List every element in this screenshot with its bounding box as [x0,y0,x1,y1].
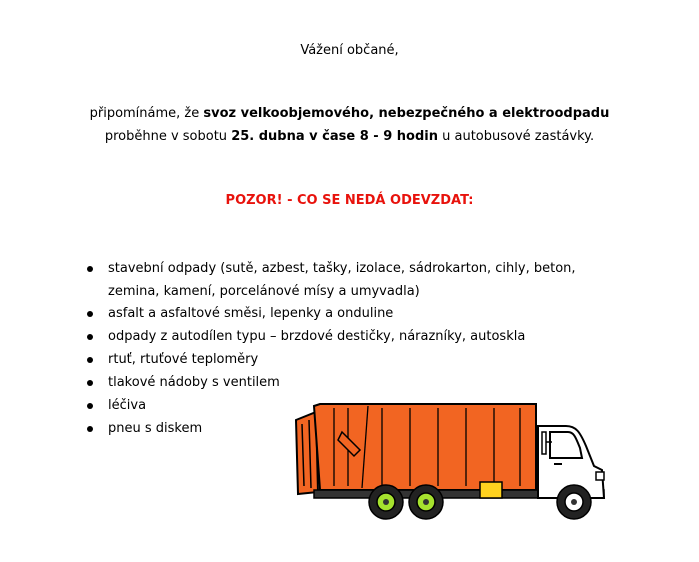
list-item-text: pneu s diskem [108,421,203,436]
list-item-text: rtuť, rtuťové teploměry [108,352,259,367]
truck-fuel-tank [480,482,502,498]
date-time-bold-text: 25. dubna v čase 8 - 9 hodin [231,129,438,144]
greeting: Vážení občané, [300,43,399,58]
intro-line-2 [0,128,699,146]
truck-headlight [596,472,604,480]
intro-line-1 [0,105,699,123]
list-item-text: stavební odpady (sutě, azbest, tašky, izolace, sádrokarton, cihly, beton, [108,261,576,276]
bullet-icon [87,426,93,432]
bullet-icon [87,357,93,363]
list-item-text: odpady z autodílen typu – brzdové destičky, nárazníky, autoskla [108,329,526,344]
bullet-icon [87,311,93,317]
truck-wheel [369,485,403,519]
garbage-truck-icon [290,402,610,527]
list-item-text: léčiva [108,398,147,413]
date-prefix-text: proběhne v sobotu [104,129,232,144]
truck-wheel [557,485,591,519]
truck-wheel [409,485,443,519]
list-item-text-continued: zemina, kamení, porcelánové mísy a umyvadla) [108,284,420,299]
list-item-text: asfalt a asfaltové směsi, lepenky a onduline [108,306,394,321]
bullet-icon [87,266,93,272]
warning-heading: POZOR! - CO SE NEDÁ ODEVZDAT: [225,193,474,208]
location-text: u autobusové zastávky. [438,129,595,144]
bullet-icon [87,334,93,340]
bullet-icon [87,380,93,386]
list-item-text: tlakové nádoby s ventilem [108,375,280,390]
bullet-icon [87,403,93,409]
intro-bold-text: svoz velkoobjemového, nebezpečného a elektroodpadu [203,106,610,121]
intro-text: připomínáme, že [89,106,204,121]
truck-mirror [542,432,546,454]
